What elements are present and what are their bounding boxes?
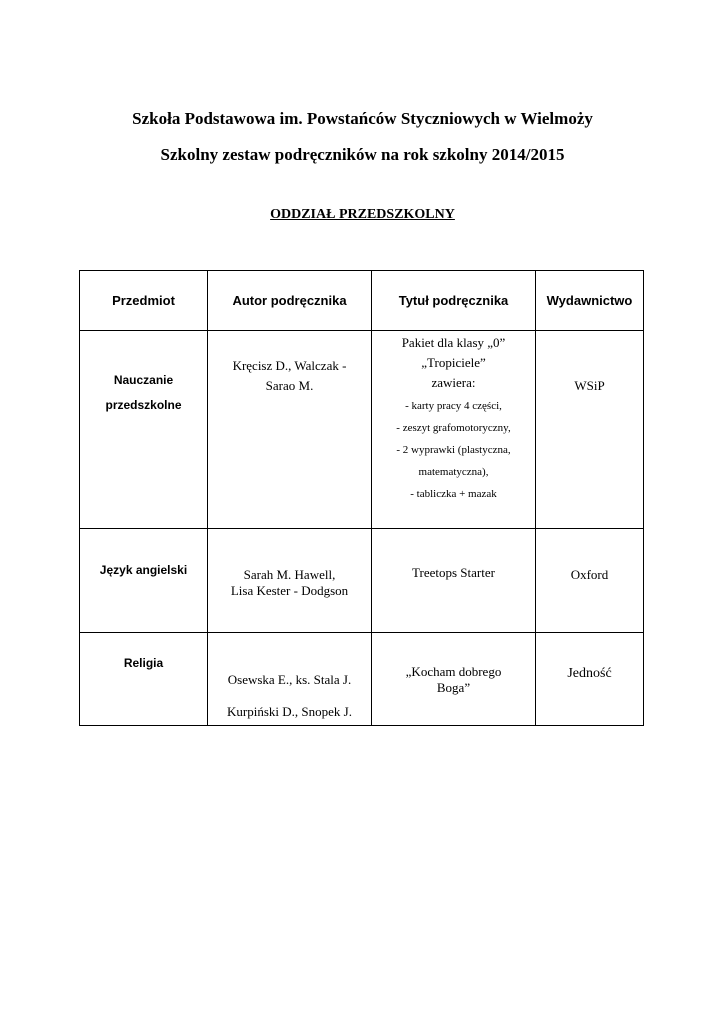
column-header-publisher: Wydawnictwo	[536, 271, 644, 331]
author-text: Lisa Kester - Dodgson	[230, 583, 349, 598]
column-header-author: Autor podręcznika	[208, 271, 372, 331]
title-item: - 2 wyprawki (plastyczna,	[396, 444, 511, 456]
title-item: matematyczna),	[418, 466, 489, 478]
document-subtitle: Szkolny zestaw podręczników na rok szkolny 2014/2015	[160, 145, 565, 164]
author-cell	[208, 633, 372, 726]
author-cell	[208, 331, 372, 529]
title-text: „Tropiciele”	[421, 355, 486, 370]
title-item: - zeszyt grafomotoryczny,	[396, 422, 511, 434]
title-text: Pakiet dla klasy „0”	[401, 335, 506, 350]
author-text: Kurpiński D., Snopek J.	[227, 704, 352, 719]
subject-cell	[80, 529, 208, 633]
subject-text: Język angielski	[99, 563, 188, 577]
title-cell	[372, 529, 536, 633]
subject-text: Religia	[123, 656, 164, 670]
title-item: - karty pracy 4 części,	[405, 400, 502, 412]
title-text: „Kocham dobrego	[405, 664, 502, 679]
author-text: Kręcisz D., Walczak -	[232, 358, 347, 373]
publisher-text: WSiP	[574, 378, 605, 393]
subject-text: przedszkolne	[105, 398, 182, 412]
textbook-table	[79, 270, 644, 726]
publisher-cell	[536, 633, 644, 726]
subject-cell	[80, 331, 208, 529]
title-cell	[372, 331, 536, 529]
author-text: Osewska E., ks. Stala J.	[227, 672, 352, 687]
publisher-cell	[536, 529, 644, 633]
title-cell	[372, 633, 536, 726]
table-header-row	[80, 271, 644, 331]
title-text: Treetops Starter	[412, 565, 495, 580]
column-header-title: Tytuł podręcznika	[372, 271, 536, 331]
section-heading: ODDZIAŁ PRZEDSZKOLNY	[270, 207, 455, 222]
title-item: - tabliczka + mazak	[410, 488, 497, 500]
table-row	[80, 633, 644, 726]
publisher-cell	[536, 331, 644, 529]
publisher-text: Oxford	[570, 567, 609, 582]
column-header-subject: Przedmiot	[80, 271, 208, 331]
table-row	[80, 331, 644, 529]
title-text: zawiera:	[431, 375, 476, 390]
author-text: Sarah M. Hawell,	[243, 567, 336, 582]
subject-cell	[80, 633, 208, 726]
title-text: Boga”	[436, 680, 471, 695]
author-cell	[208, 529, 372, 633]
school-name: Szkoła Podstawowa im. Powstańców Styczniowych w Wielmoży	[132, 109, 593, 128]
table-row	[80, 529, 644, 633]
publisher-text: Jedność	[567, 666, 612, 681]
author-text: Sarao M.	[265, 378, 314, 393]
subject-text: Nauczanie	[113, 373, 174, 387]
